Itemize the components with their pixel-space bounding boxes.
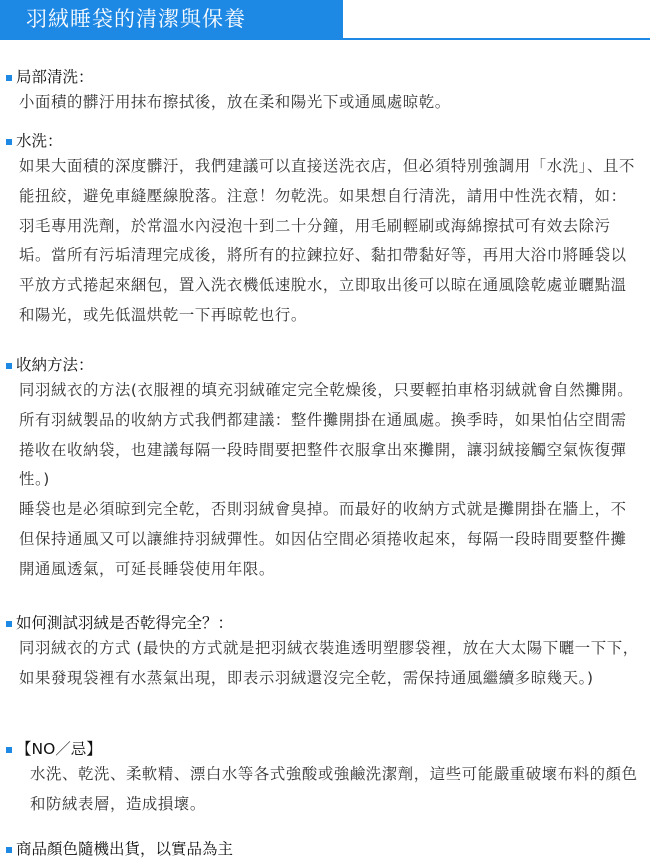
section-heading	[6, 130, 650, 152]
section-heading-text: 【NO／忌】	[16, 740, 102, 758]
square-bullet-icon	[6, 363, 12, 369]
section-spot-cleaning	[0, 66, 650, 118]
section-heading-text: 如何測試羽絨是否乾得完全？：	[16, 614, 234, 632]
section-paragraph: 如果大面積的深度髒汙，我們建議可以直接送洗衣店，但必須特別強調用「水洗」、且不能扭絞，避免車縫壓線脫落。注意！勿乾洗。如果想自行清洗，請用中性洗衣精，如：羽毛專用洗劑，於常溫水內浸泡十到二十分鐘，用毛刷輕刷或海綿擦拭可有效去除污垢。當所有污垢清理完成後，將所有的拉鍊拉好、黏扣帶黏好等，再用大浴巾將睡袋以平放方式捲起來綑包，置入洗衣機低速脫水，立即取出後可以晾在通風陰乾處並曬點溫和陽光，或先低溫烘乾一下再晾乾也行。	[19, 157, 635, 324]
section-dryness-test	[0, 612, 650, 694]
section-storage	[0, 354, 650, 585]
section-donts	[0, 738, 650, 820]
section-paragraph: 同羽絨衣的方式 (最快的方式就是把羽絨衣裝進透明塑膠袋裡，放在大太陽下曬一下下，如果發現袋裡有水蒸氣出現，即表示羽絨還沒完全乾，需保持通風繼續多晾幾天。)	[19, 639, 639, 687]
section-heading	[6, 612, 650, 634]
page-title: 羽絨睡袋的清潔與保養	[0, 0, 343, 38]
section-heading-text: 水洗：	[16, 132, 63, 150]
square-bullet-icon	[6, 139, 12, 145]
section-heading	[6, 354, 650, 376]
section-heading-text: 局部清洗：	[16, 68, 94, 86]
section-paragraph: 睡袋也是必須晾到完全乾，否則羽絨會臭掉。而最好的收納方式就是攤開掛在牆上，不但保持通風又可以讓維持羽絨彈性。如因佔空間必須捲收起來，每隔一段時間要整件攤開通風透氣，可延長睡袋使用年限。	[19, 500, 627, 578]
section-paragraph: 水洗、乾洗、柔軟精、漂白水等各式強酸或強鹼洗潔劑，這些可能嚴重破壞布料的顏色和防絨表層，造成損壞。	[30, 765, 638, 813]
square-bullet-icon	[6, 747, 12, 753]
section-heading	[6, 838, 650, 860]
square-bullet-icon	[6, 75, 12, 81]
section-heading-text: 收納方法：	[16, 356, 94, 374]
square-bullet-icon	[6, 847, 12, 853]
section-heading	[6, 66, 650, 88]
section-heading	[6, 738, 650, 760]
section-heading-text: 商品顏色隨機出貨，以實品為主	[16, 840, 234, 858]
section-paragraph: 小面積的髒汙用抹布擦拭後，放在柔和陽光下或通風處晾乾。	[19, 93, 451, 111]
title-underline	[0, 38, 650, 40]
square-bullet-icon	[6, 621, 12, 627]
section-paragraph: 同羽絨衣的方法(衣服裡的填充羽絨確定完全乾燥後，只要輕拍車格羽絨就會自然攤開。所有羽絨製品的收納方式我們都建議：整件攤開掛在通風處。換季時，如果怕佔空間需捲收在收納袋，也建議每隔一段時間要把整件衣服拿出來攤開，讓羽絨接觸空氣恢復彈性。)	[19, 381, 634, 489]
section-washing	[0, 130, 650, 331]
section-color-note	[0, 838, 650, 860]
